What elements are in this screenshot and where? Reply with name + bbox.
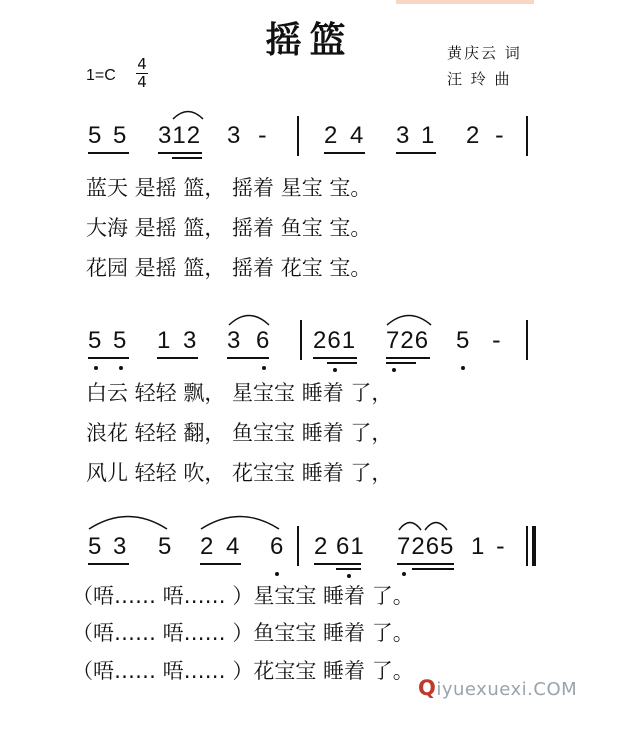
note: 3 [227,122,241,149]
slur [172,108,204,120]
low-octave-dot [94,366,98,370]
note: 5 [88,327,102,354]
beat-underline [386,357,430,359]
beat-underline [88,563,129,565]
lyric-verse-2: 浪花 轻轻 翻， 鱼宝宝 睡着 了， [86,421,393,445]
slur [88,512,168,530]
dash: - [496,532,505,560]
beat-underline [200,563,241,565]
beat-underline [327,362,357,364]
note: 5 [456,327,470,354]
watermark-q: Q [418,676,437,700]
note: 4 [350,122,364,149]
beat-underline [88,357,129,359]
beat-underline [227,357,269,359]
note: 1 [471,533,485,560]
beat-underline [158,152,202,154]
watermark-text: iyuexuexi.COM [436,679,578,700]
slur [200,512,280,530]
barline [300,320,302,360]
beat-underline [88,152,129,154]
low-octave-dot [275,572,279,576]
song-title: 摇篮 [265,20,354,61]
note: 6 [270,533,284,560]
note: 5 [113,122,127,149]
note-group: 726 [386,327,430,354]
note: 1 [421,122,435,149]
low-octave-dot [347,574,351,578]
note-group: 312 [158,122,202,149]
note-group: 61 [336,533,365,560]
note: 2 [466,122,480,149]
low-octave-dot [119,366,123,370]
watermark [418,676,577,700]
note: 5 [113,327,127,354]
lyric-verse-1: 白云 轻轻 飘， 星宝宝 睡着 了， [86,381,393,405]
key-signature: 1=C [86,67,116,84]
note: 3 [227,327,241,354]
time-signature [136,57,148,90]
beat-underline [336,568,361,570]
note: 3 [396,122,410,149]
lyric-verse-1: （唔…… 唔…… ）星宝宝 睡着 了。 [72,584,414,608]
barline [526,320,528,360]
dash: - [258,121,267,149]
dash: - [495,121,504,149]
lyric-verse-3: 花园 是摇 篮， 摇着 花宝 宝。 [86,256,372,280]
note: 1 [157,327,171,354]
low-octave-dot [392,368,396,372]
barline [526,116,528,156]
barline [297,116,299,156]
lyricist-credit: 黄庆云 词 [447,44,522,62]
dash: - [492,326,501,354]
beat-underline [157,357,198,359]
note: 2 [314,533,328,560]
note: 5 [88,533,102,560]
slur [386,312,432,326]
lyric-verse-3: 风儿 轻轻 吹， 花宝宝 睡着 了， [86,461,393,485]
note-group: 261 [313,327,357,354]
composer-credit: 汪 玲 曲 [447,70,512,88]
note: 3 [113,533,127,560]
barline [297,526,299,566]
low-octave-dot [461,366,465,370]
low-octave-dot [333,368,337,372]
beat-underline [396,152,436,154]
slur [228,312,270,326]
note-group: 7265 [397,533,455,560]
lyric-verse-2: 大海 是摇 篮， 摇着 鱼宝 宝。 [86,216,372,240]
beat-underline [412,568,454,570]
note: 2 [200,533,214,560]
slur [424,519,448,531]
note: 5 [88,122,102,149]
beat-underline [172,157,202,159]
beat-underline [386,362,416,364]
slur [398,519,422,531]
final-barline-thin [526,526,528,566]
note: 2 [324,122,338,149]
lyric-verse-1: 蓝天 是摇 篮， 摇着 星宝 宝。 [86,176,372,200]
note: 4 [226,533,240,560]
beat-underline [314,563,361,565]
note: 5 [158,533,172,560]
note: 3 [183,327,197,354]
final-barline-thick [532,526,536,566]
lyric-verse-3: （唔…… 唔…… ）花宝宝 睡着 了。 [72,659,414,683]
low-octave-dot [262,366,266,370]
note: 6 [256,327,270,354]
time-signature-bottom: 4 [137,73,147,91]
low-octave-dot [402,572,406,576]
beat-underline [397,563,454,565]
beat-underline [324,152,365,154]
beat-underline [313,357,357,359]
top-border-strip [396,0,534,4]
lyric-verse-2: （唔…… 唔…… ）鱼宝宝 睡着 了。 [72,621,414,645]
time-signature-top: 4 [137,55,147,73]
